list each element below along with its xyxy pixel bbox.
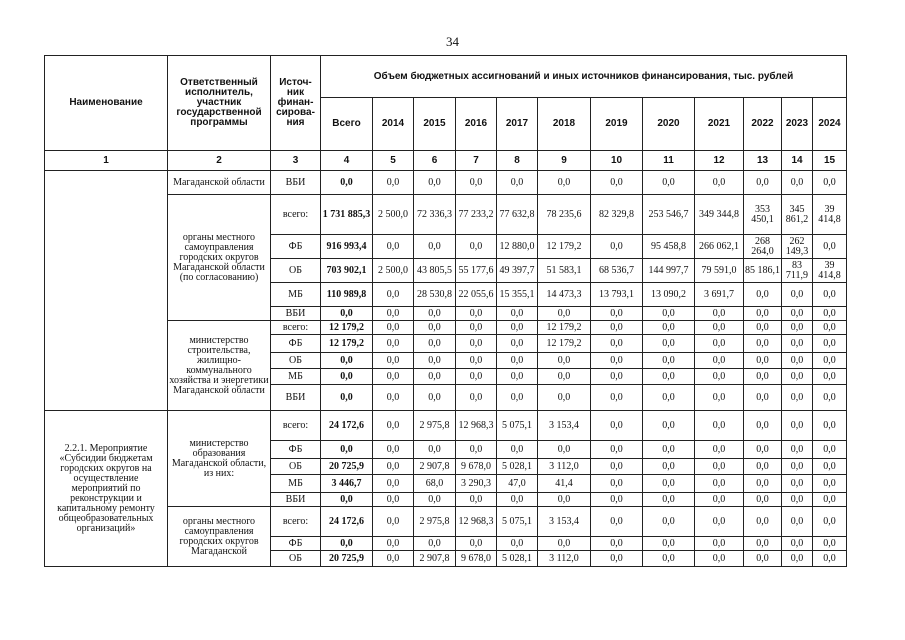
value-cell: 9 678,0: [456, 459, 497, 475]
value-cell: 3 290,3: [456, 475, 497, 493]
value-cell: 0,0: [813, 493, 847, 507]
value-cell: 0,0: [373, 537, 414, 551]
value-cell: 144 997,7: [643, 259, 695, 283]
value-cell: 22 055,6: [456, 283, 497, 307]
header-total: Всего: [321, 98, 373, 151]
value-cell: 12 880,0: [497, 235, 538, 259]
value-cell: 0,0: [497, 385, 538, 411]
value-cell: 0,0: [414, 353, 456, 369]
value-cell: 41,4: [538, 475, 591, 493]
value-cell: 0,0: [744, 507, 782, 537]
value-cell: 0,0: [643, 507, 695, 537]
header-year: 2020: [643, 98, 695, 151]
value-cell: 0,0: [591, 441, 643, 459]
value-cell: 0,0: [373, 307, 414, 321]
header-executor: Ответственный исполнитель, участник государственной программы: [168, 56, 271, 151]
source-cell: ВБИ: [271, 171, 321, 195]
value-cell: 0,0: [497, 369, 538, 385]
value-cell: 0,0: [643, 335, 695, 353]
total-cell: 110 989,8: [321, 283, 373, 307]
value-cell: 0,0: [591, 321, 643, 335]
value-cell: 0,0: [744, 283, 782, 307]
value-cell: 95 458,8: [643, 235, 695, 259]
value-cell: 0,0: [744, 385, 782, 411]
value-cell: 9 678,0: [456, 551, 497, 567]
header-year: 2014: [373, 98, 414, 151]
column-number: 7: [456, 151, 497, 171]
value-cell: 0,0: [538, 171, 591, 195]
value-cell: 0,0: [643, 353, 695, 369]
column-number: 12: [695, 151, 744, 171]
value-cell: 0,0: [695, 441, 744, 459]
value-cell: 0,0: [414, 335, 456, 353]
value-cell: 12 179,2: [538, 235, 591, 259]
header-source: Источ-ник финан-сирова-ния: [271, 56, 321, 151]
value-cell: 0,0: [414, 171, 456, 195]
value-cell: 82 329,8: [591, 195, 643, 235]
value-cell: 0,0: [782, 283, 813, 307]
value-cell: 0,0: [782, 507, 813, 537]
header-year: 2015: [414, 98, 456, 151]
header-volume: Объем бюджетных ассигнований и иных источников финансирования, тыс. рублей: [321, 56, 847, 98]
value-cell: 0,0: [695, 551, 744, 567]
value-cell: 78 235,6: [538, 195, 591, 235]
source-cell: ОБ: [271, 551, 321, 567]
value-cell: 0,0: [782, 551, 813, 567]
value-cell: 0,0: [744, 369, 782, 385]
source-cell: всего:: [271, 411, 321, 441]
value-cell: 47,0: [497, 475, 538, 493]
value-cell: 0,0: [591, 335, 643, 353]
value-cell: 0,0: [643, 441, 695, 459]
value-cell: 0,0: [782, 353, 813, 369]
total-cell: 20 725,9: [321, 551, 373, 567]
value-cell: 0,0: [695, 537, 744, 551]
value-cell: 0,0: [414, 307, 456, 321]
value-cell: 0,0: [813, 369, 847, 385]
value-cell: 12 968,3: [456, 507, 497, 537]
source-cell: ФБ: [271, 235, 321, 259]
value-cell: 3 691,7: [695, 283, 744, 307]
value-cell: 0,0: [813, 459, 847, 475]
value-cell: 268 264,0: [744, 235, 782, 259]
value-cell: 0,0: [414, 493, 456, 507]
value-cell: 51 583,1: [538, 259, 591, 283]
source-cell: МБ: [271, 283, 321, 307]
value-cell: 0,0: [456, 353, 497, 369]
value-cell: 0,0: [744, 335, 782, 353]
source-cell: всего:: [271, 507, 321, 537]
value-cell: 0,0: [782, 493, 813, 507]
source-cell: МБ: [271, 475, 321, 493]
executor-cell: органы местного самоуправления городских округов Магаданской области (по согласованию): [168, 195, 271, 321]
value-cell: 0,0: [373, 321, 414, 335]
value-cell: 0,0: [456, 335, 497, 353]
value-cell: 83 711,9: [782, 259, 813, 283]
source-cell: ВБИ: [271, 493, 321, 507]
value-cell: 0,0: [744, 493, 782, 507]
value-cell: 0,0: [591, 507, 643, 537]
value-cell: 0,0: [373, 353, 414, 369]
value-cell: 0,0: [813, 441, 847, 459]
value-cell: 0,0: [456, 369, 497, 385]
value-cell: 353 450,1: [744, 195, 782, 235]
column-number: 11: [643, 151, 695, 171]
source-cell: ВБИ: [271, 385, 321, 411]
value-cell: 0,0: [744, 171, 782, 195]
value-cell: 14 473,3: [538, 283, 591, 307]
value-cell: 0,0: [813, 283, 847, 307]
value-cell: 0,0: [695, 321, 744, 335]
value-cell: 2 975,8: [414, 507, 456, 537]
table-row: [45, 411, 847, 441]
value-cell: 0,0: [373, 385, 414, 411]
total-cell: 0,0: [321, 385, 373, 411]
total-cell: 3 446,7: [321, 475, 373, 493]
total-cell: 0,0: [321, 171, 373, 195]
value-cell: 0,0: [591, 411, 643, 441]
header-year: 2016: [456, 98, 497, 151]
value-cell: 0,0: [591, 493, 643, 507]
value-cell: 0,0: [782, 335, 813, 353]
executor-cell: Магаданской области: [168, 171, 271, 195]
executor-cell: органы местного самоуправления городских округов Магаданской: [168, 507, 271, 567]
value-cell: 0,0: [497, 321, 538, 335]
value-cell: 0,0: [782, 321, 813, 335]
value-cell: 3 153,4: [538, 411, 591, 441]
value-cell: 0,0: [373, 411, 414, 441]
total-cell: 12 179,2: [321, 335, 373, 353]
value-cell: 266 062,1: [695, 235, 744, 259]
value-cell: 0,0: [782, 459, 813, 475]
value-cell: 0,0: [744, 307, 782, 321]
source-cell: ОБ: [271, 353, 321, 369]
value-cell: 0,0: [813, 385, 847, 411]
value-cell: 0,0: [813, 411, 847, 441]
value-cell: 15 355,1: [497, 283, 538, 307]
value-cell: 0,0: [414, 321, 456, 335]
value-cell: 0,0: [591, 353, 643, 369]
value-cell: 0,0: [643, 369, 695, 385]
source-cell: ОБ: [271, 259, 321, 283]
header-year: 2024: [813, 98, 847, 151]
value-cell: 0,0: [456, 235, 497, 259]
value-cell: 0,0: [414, 385, 456, 411]
value-cell: 0,0: [695, 459, 744, 475]
total-cell: 0,0: [321, 307, 373, 321]
value-cell: 0,0: [538, 537, 591, 551]
measure-name: 2.2.1. Мероприятие «Субсидии бюджетам городских округов на осуществление мероприятий по реконструкции и капитальному ремонту общеобразовательных организаций»: [45, 411, 168, 567]
source-cell: ВБИ: [271, 307, 321, 321]
source-cell: МБ: [271, 369, 321, 385]
value-cell: 0,0: [414, 537, 456, 551]
value-cell: 253 546,7: [643, 195, 695, 235]
value-cell: 345 861,2: [782, 195, 813, 235]
value-cell: 85 186,1: [744, 259, 782, 283]
value-cell: 0,0: [695, 369, 744, 385]
column-number: 1: [45, 151, 168, 171]
total-cell: 24 172,6: [321, 507, 373, 537]
value-cell: 0,0: [744, 411, 782, 441]
value-cell: 0,0: [744, 537, 782, 551]
header-year: 2018: [538, 98, 591, 151]
column-number: 2: [168, 151, 271, 171]
value-cell: 0,0: [813, 353, 847, 369]
value-cell: 0,0: [373, 475, 414, 493]
total-cell: 12 179,2: [321, 321, 373, 335]
value-cell: 0,0: [813, 551, 847, 567]
value-cell: 0,0: [373, 283, 414, 307]
header-year: 2021: [695, 98, 744, 151]
budget-table: [44, 55, 847, 567]
value-cell: 0,0: [497, 493, 538, 507]
column-number: 6: [414, 151, 456, 171]
value-cell: 77 233,2: [456, 195, 497, 235]
value-cell: 68,0: [414, 475, 456, 493]
column-number: 9: [538, 151, 591, 171]
value-cell: 262 149,3: [782, 235, 813, 259]
value-cell: 0,0: [643, 307, 695, 321]
header-year: 2017: [497, 98, 538, 151]
total-cell: 916 993,4: [321, 235, 373, 259]
value-cell: 0,0: [695, 307, 744, 321]
value-cell: 0,0: [591, 551, 643, 567]
value-cell: 3 153,4: [538, 507, 591, 537]
value-cell: 0,0: [538, 385, 591, 411]
column-number: 8: [497, 151, 538, 171]
value-cell: 0,0: [591, 235, 643, 259]
page-number: 34: [446, 34, 459, 49]
value-cell: 0,0: [643, 475, 695, 493]
value-cell: 0,0: [373, 493, 414, 507]
value-cell: 0,0: [373, 235, 414, 259]
value-cell: 0,0: [695, 171, 744, 195]
value-cell: 0,0: [643, 551, 695, 567]
value-cell: 2 500,0: [373, 195, 414, 235]
value-cell: 28 530,8: [414, 283, 456, 307]
value-cell: 12 179,2: [538, 335, 591, 353]
value-cell: 0,0: [813, 475, 847, 493]
value-cell: 0,0: [373, 441, 414, 459]
column-number: 4: [321, 151, 373, 171]
value-cell: 0,0: [591, 307, 643, 321]
value-cell: 0,0: [782, 537, 813, 551]
header-name: Наименование: [45, 56, 168, 151]
value-cell: 0,0: [695, 475, 744, 493]
value-cell: 5 075,1: [497, 411, 538, 441]
value-cell: 0,0: [643, 459, 695, 475]
value-cell: 0,0: [643, 321, 695, 335]
value-cell: 0,0: [643, 385, 695, 411]
value-cell: 0,0: [373, 459, 414, 475]
value-cell: 0,0: [813, 235, 847, 259]
column-number: 14: [782, 151, 813, 171]
source-cell: ФБ: [271, 537, 321, 551]
value-cell: 0,0: [414, 441, 456, 459]
total-cell: 20 725,9: [321, 459, 373, 475]
value-cell: 72 336,3: [414, 195, 456, 235]
value-cell: 0,0: [813, 171, 847, 195]
value-cell: 0,0: [782, 171, 813, 195]
value-cell: 0,0: [456, 307, 497, 321]
value-cell: 0,0: [591, 459, 643, 475]
total-cell: 24 172,6: [321, 411, 373, 441]
column-number: 15: [813, 151, 847, 171]
value-cell: 0,0: [497, 335, 538, 353]
value-cell: 0,0: [538, 441, 591, 459]
value-cell: 55 177,6: [456, 259, 497, 283]
value-cell: 0,0: [643, 493, 695, 507]
value-cell: 2 975,8: [414, 411, 456, 441]
value-cell: 0,0: [373, 171, 414, 195]
value-cell: 0,0: [538, 369, 591, 385]
executor-cell: министерство строительства, жилищно-коммунального хозяйства и энергетики Магаданской области: [168, 321, 271, 411]
value-cell: 0,0: [695, 411, 744, 441]
value-cell: 0,0: [591, 369, 643, 385]
value-cell: 0,0: [497, 171, 538, 195]
value-cell: 0,0: [744, 441, 782, 459]
value-cell: 0,0: [695, 507, 744, 537]
total-cell: 703 902,1: [321, 259, 373, 283]
value-cell: 0,0: [373, 369, 414, 385]
table-body: [45, 56, 847, 567]
name-cell: [45, 171, 168, 411]
value-cell: 0,0: [538, 353, 591, 369]
value-cell: 0,0: [813, 537, 847, 551]
value-cell: 0,0: [456, 537, 497, 551]
value-cell: 0,0: [782, 441, 813, 459]
column-number: 5: [373, 151, 414, 171]
column-number: 13: [744, 151, 782, 171]
value-cell: 0,0: [456, 493, 497, 507]
total-cell: 0,0: [321, 441, 373, 459]
column-number: 10: [591, 151, 643, 171]
value-cell: 0,0: [497, 307, 538, 321]
value-cell: 0,0: [538, 307, 591, 321]
value-cell: 13 090,2: [643, 283, 695, 307]
value-cell: 0,0: [456, 171, 497, 195]
value-cell: 0,0: [497, 353, 538, 369]
total-cell: 0,0: [321, 369, 373, 385]
value-cell: 3 112,0: [538, 459, 591, 475]
header-year: 2022: [744, 98, 782, 151]
value-cell: 0,0: [744, 321, 782, 335]
value-cell: 0,0: [813, 335, 847, 353]
value-cell: 0,0: [373, 551, 414, 567]
value-cell: 0,0: [373, 507, 414, 537]
value-cell: 0,0: [497, 537, 538, 551]
value-cell: 5 028,1: [497, 459, 538, 475]
value-cell: 2 907,8: [414, 459, 456, 475]
source-cell: ОБ: [271, 459, 321, 475]
column-number: 3: [271, 151, 321, 171]
value-cell: 0,0: [695, 335, 744, 353]
value-cell: 39 414,8: [813, 259, 847, 283]
value-cell: 0,0: [782, 385, 813, 411]
value-cell: 0,0: [744, 353, 782, 369]
value-cell: 0,0: [591, 171, 643, 195]
value-cell: 0,0: [782, 369, 813, 385]
value-cell: 5 075,1: [497, 507, 538, 537]
source-cell: ФБ: [271, 335, 321, 353]
value-cell: 0,0: [813, 507, 847, 537]
value-cell: 0,0: [744, 551, 782, 567]
value-cell: 12 968,3: [456, 411, 497, 441]
value-cell: 79 591,0: [695, 259, 744, 283]
total-cell: 0,0: [321, 353, 373, 369]
header-year: 2023: [782, 98, 813, 151]
value-cell: 77 632,8: [497, 195, 538, 235]
value-cell: 0,0: [497, 441, 538, 459]
total-cell: 1 731 885,3: [321, 195, 373, 235]
value-cell: 0,0: [695, 385, 744, 411]
value-cell: 0,0: [813, 321, 847, 335]
value-cell: 0,0: [456, 441, 497, 459]
value-cell: 49 397,7: [497, 259, 538, 283]
source-cell: всего:: [271, 321, 321, 335]
value-cell: 0,0: [591, 537, 643, 551]
value-cell: 0,0: [643, 171, 695, 195]
value-cell: 12 179,2: [538, 321, 591, 335]
value-cell: 349 344,8: [695, 195, 744, 235]
value-cell: 0,0: [591, 385, 643, 411]
value-cell: 0,0: [373, 335, 414, 353]
total-cell: 0,0: [321, 493, 373, 507]
value-cell: 0,0: [643, 537, 695, 551]
value-cell: 39 414,8: [813, 195, 847, 235]
value-cell: 0,0: [782, 307, 813, 321]
source-cell: всего:: [271, 195, 321, 235]
value-cell: 0,0: [782, 475, 813, 493]
value-cell: 0,0: [695, 353, 744, 369]
value-cell: 0,0: [643, 411, 695, 441]
value-cell: 0,0: [456, 321, 497, 335]
value-cell: 0,0: [591, 475, 643, 493]
value-cell: 0,0: [695, 493, 744, 507]
value-cell: 0,0: [414, 369, 456, 385]
value-cell: 0,0: [538, 493, 591, 507]
value-cell: 2 907,8: [414, 551, 456, 567]
value-cell: 2 500,0: [373, 259, 414, 283]
value-cell: 0,0: [456, 385, 497, 411]
value-cell: 13 793,1: [591, 283, 643, 307]
value-cell: 0,0: [414, 235, 456, 259]
header-year: 2019: [591, 98, 643, 151]
value-cell: 43 805,5: [414, 259, 456, 283]
value-cell: 5 028,1: [497, 551, 538, 567]
table-row: [45, 171, 847, 195]
source-cell: ФБ: [271, 441, 321, 459]
value-cell: 0,0: [782, 411, 813, 441]
value-cell: 0,0: [813, 307, 847, 321]
value-cell: 0,0: [744, 459, 782, 475]
value-cell: 3 112,0: [538, 551, 591, 567]
value-cell: 68 536,7: [591, 259, 643, 283]
value-cell: 0,0: [744, 475, 782, 493]
total-cell: 0,0: [321, 537, 373, 551]
executor-cell: министерство образования Магаданской области, из них:: [168, 411, 271, 507]
